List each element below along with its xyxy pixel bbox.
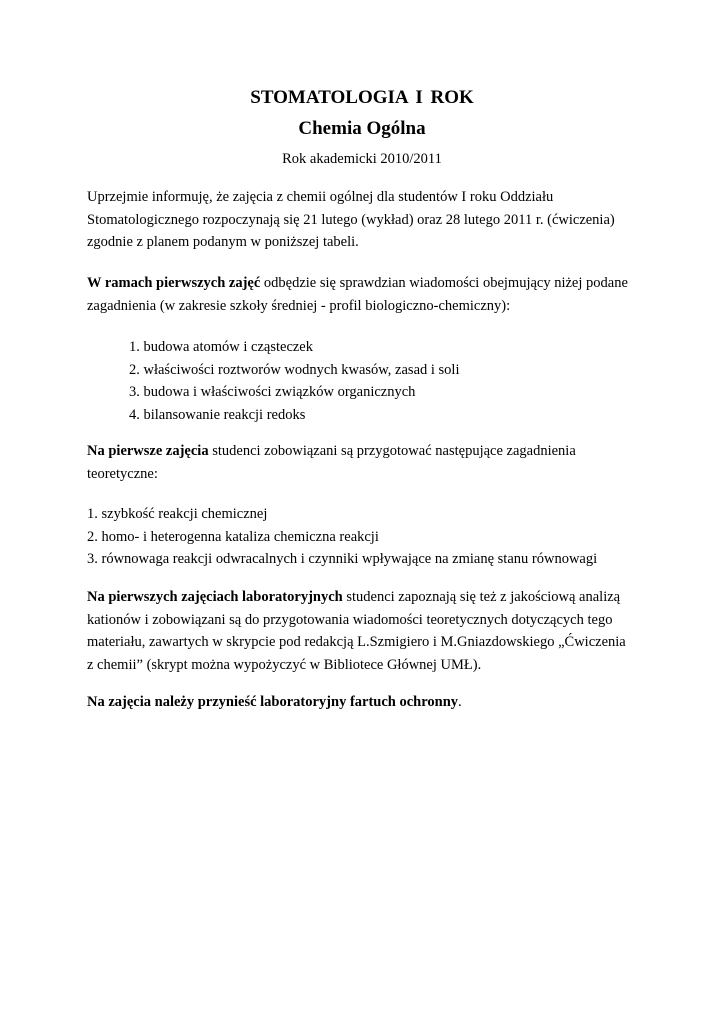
list-item: 1. szybkość reakcji chemicznej — [87, 506, 268, 522]
test-line-1-rest: odbędzie się sprawdzian wiadomości obejmujący niżej podane — [260, 275, 628, 291]
list-item: 3. równowaga reakcji odwracalnych i czynniki wpływające na zmianę stanu równowagi — [87, 551, 598, 567]
test-line-1 — [87, 272, 647, 295]
lab-line-2: kationów i zobowiązani są do przygotowania wiadomości teoretycznych dotyczących tego — [87, 611, 613, 628]
intro-line-3: zgodnie z planem podanym w poniższej tabeli. — [87, 234, 359, 250]
test-line-2: zagadnienia (w zakresie szkoły średniej - profil biologiczno-chemiczny): — [87, 297, 511, 314]
theory-bold-lead: Na pierwsze zajęcia — [87, 443, 209, 459]
list-item: 2. właściwości roztworów wodnych kwasów, zasad i soli — [129, 361, 460, 378]
closing-bold-text: Na zajęcia należy przynieść laboratoryjny fartuch ochronny — [87, 694, 459, 710]
intro-line-1: Uprzejmie informuję, że zajęcia z chemii ogólnej dla studentów I roku Oddziału — [87, 189, 554, 205]
lab-line-1-rest: studenci zapoznają się też z jakościową analizą — [342, 589, 621, 605]
list-item: 4. bilansowanie reakcji redoks — [129, 406, 306, 423]
document-title: STOMATOLOGIA I ROK — [250, 87, 474, 108]
document-subtitle: Chemia Ogólna — [298, 118, 426, 139]
theory-line-2: teoretyczne: — [87, 465, 158, 482]
list-item: 3. budowa i właściwości związków organicznych — [129, 384, 416, 400]
test-topics-list — [129, 336, 459, 426]
theory-paragraph — [87, 440, 647, 485]
lab-line-3: materiału, zawartych w skrypcie pod redakcją L.Szmigiero i M.Gniazdowskiego „Ćwiczenia — [87, 634, 626, 650]
theory-line-1 — [87, 440, 647, 463]
closing-line — [87, 691, 647, 714]
theory-topics-list — [87, 503, 597, 571]
closing-paragraph — [87, 691, 647, 714]
theory-line-1-rest: studenci zobowiązani są przygotować następujące zagadnienia — [208, 443, 576, 459]
test-bold-lead: W ramach pierwszych zajęć — [87, 275, 261, 291]
closing-tail: . — [458, 694, 462, 710]
list-item: 2. homo- i heterogenna kataliza chemiczna reakcji — [87, 528, 379, 545]
intro-line-2: Stomatologicznego rozpoczynają się 21 lutego (wykład) oraz 28 lutego 2011 r. (ćwiczenia) — [87, 211, 615, 228]
lab-line-4: z chemii” (skrypt można wypożyczyć w Bibliotece Głównej UMŁ). — [87, 656, 482, 673]
lab-paragraph — [87, 586, 647, 676]
lab-line-1 — [87, 586, 647, 609]
test-paragraph — [87, 272, 647, 317]
intro-paragraph — [87, 186, 647, 254]
lab-bold-lead: Na pierwszych zajęciach laboratoryjnych — [87, 589, 343, 605]
academic-year: Rok akademicki 2010/2011 — [282, 151, 442, 167]
list-item: 1. budowa atomów i cząsteczek — [129, 339, 313, 355]
